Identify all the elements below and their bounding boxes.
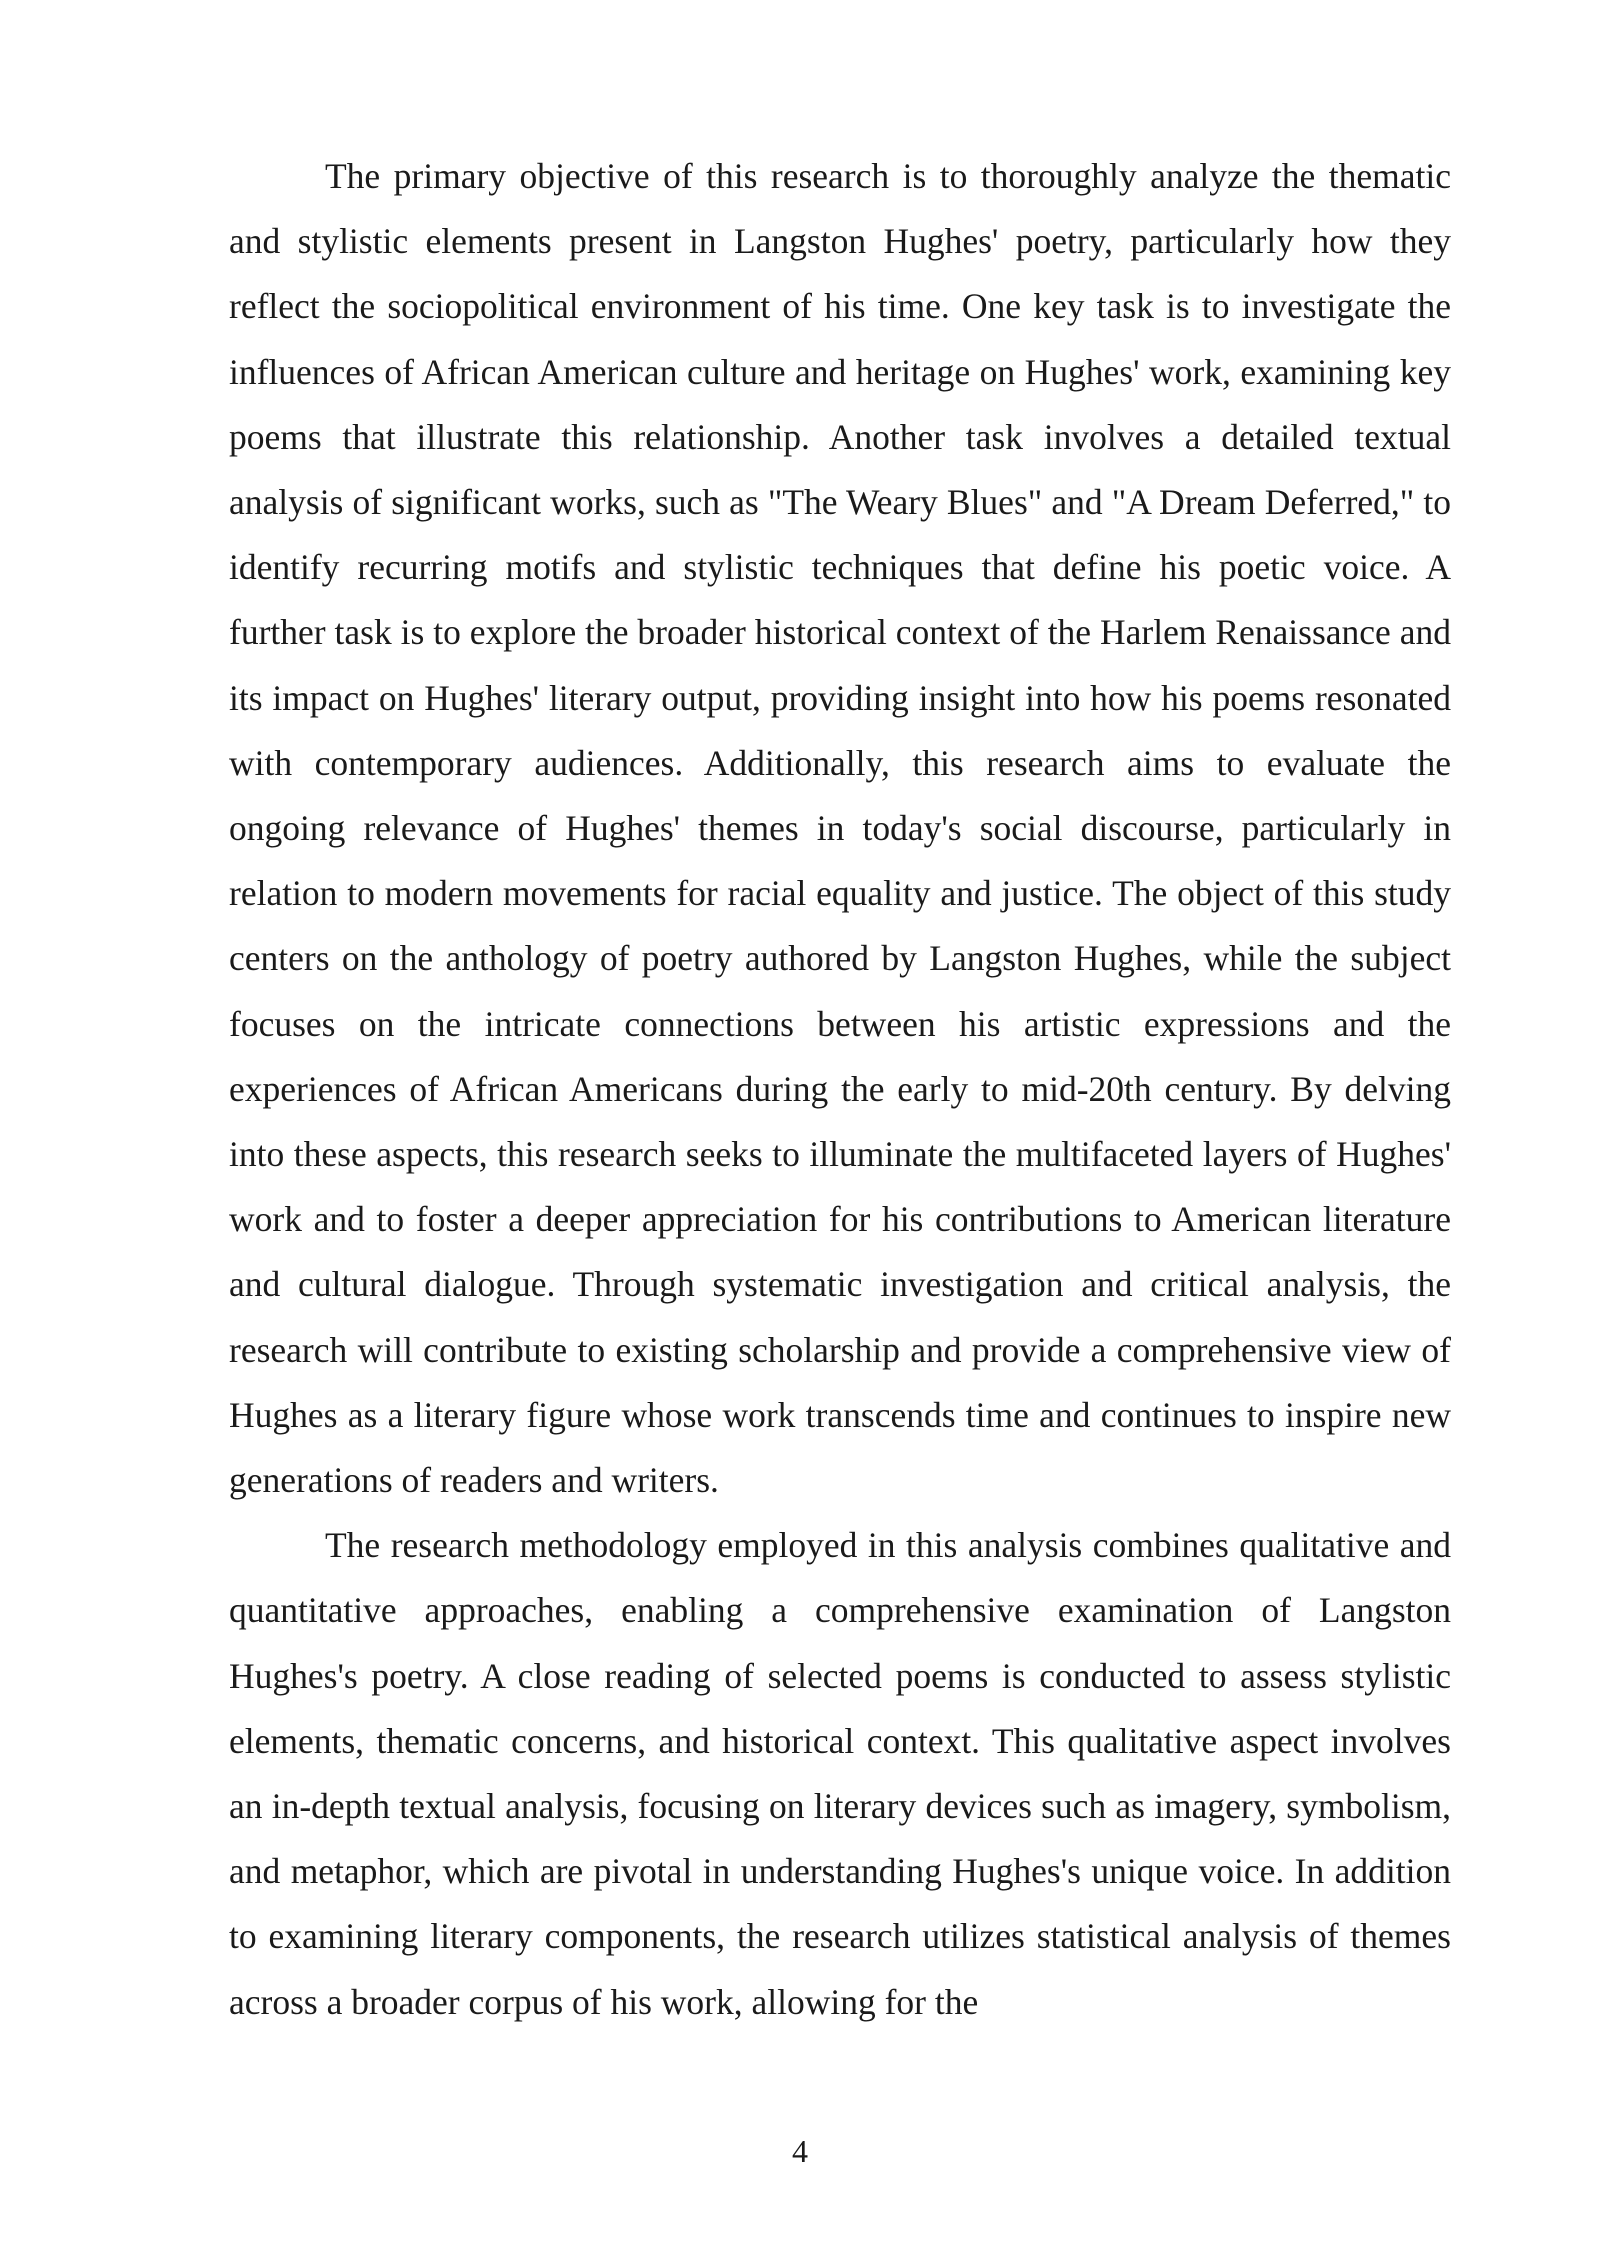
page-number: 4 <box>792 2133 808 2169</box>
paragraph-methodology: The research methodology employed in this analysis combines qualitative and quantitative approaches, enabling a comprehensive examination of Langston Hughes's poetry. A close reading of selected poems is conducted to assess stylistic elements, thematic concerns, and historical context. This qualitative aspect involves an in-depth textual analysis, focusing on literary devices such as imagery, symbolism, and metaphor, which are pivotal in understanding Hughes's unique voice. In addition to examining literary components, the research utilizes statistical analysis of themes across a broader corpus of his work, allowing for the <box>229 1525 1451 2022</box>
paragraph-objectives: The primary objective of this research is to thoroughly analyze the thematic and stylistic elements present in Langston Hughes' poetry, particularly how they reflect the sociopolitical environment of his time. One key task is to investigate the influences of African American culture and heritage on Hughes' work, examining key poems that illustrate this relationship. Another task involves a detailed textual analysis of significant works, such as "The Weary Blues" and "A Dream Deferred," to identify recurring motifs and stylistic techniques that define his poetic voice. A further task is to explore the broader historical context of the Harlem Renaissance and its impact on Hughes' literary output, providing insight into how his poems resonated with contemporary audiences. Additionally, this research aims to evaluate the ongoing relevance of Hughes' themes in today's social discourse, particularly in relation to modern movements for racial equality and justice. The object of this study centers on the anthology of poetry authored by Langston Hughes, while the subject focuses on the intricate connections between his artistic expressions and the experiences of African Americans during the early to mid-20th century. By delving into these aspects, this research seeks to illuminate the multifaceted layers of Hughes' work and to foster a deeper appreciation for his contributions to American literature and cultural dialogue. Through systematic investigation and critical analysis, the research will contribute to existing scholarship and provide a comprehensive view of Hughes as a literary figure whose work transcends time and continues to inspire new generations of readers and writers. <box>229 156 1451 1501</box>
body-text <box>229 144 1451 2035</box>
